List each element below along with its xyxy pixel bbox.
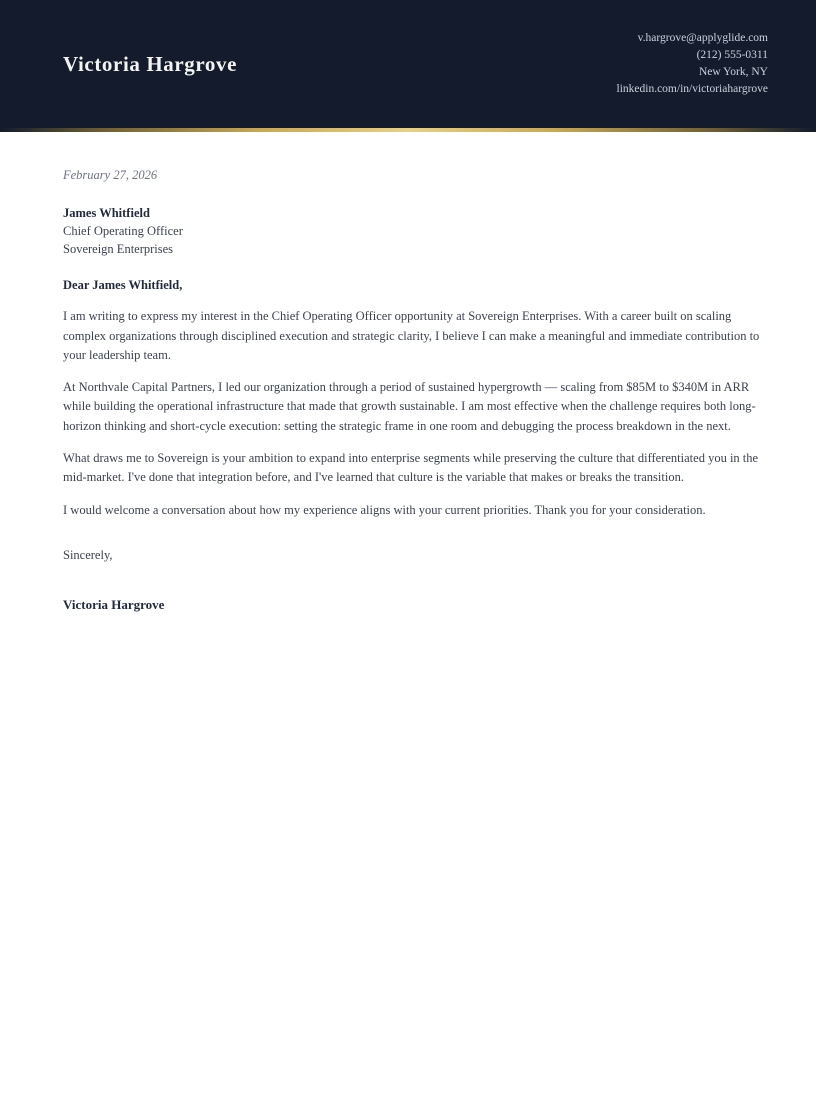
- contact-linkedin: linkedin.com/in/victoriahargrove: [616, 83, 768, 95]
- paragraph-motivation: What draws me to Sovereign is your ambition to expand into enterprise segments while preserving the culture that differentiated you in the mid-market. I've done that integration before, and I've learned that culture is the variable that makes or breaks the transition.: [63, 451, 759, 485]
- letter-header: [0, 0, 816, 128]
- contact-phone: (212) 555-0311: [696, 49, 768, 61]
- recipient-name: James Whitfield: [63, 206, 150, 221]
- signature-name: Victoria Hargrove: [63, 597, 165, 613]
- letter-body: [0, 132, 816, 615]
- recipient-title: Chief Operating Officer: [63, 224, 183, 239]
- paragraph-experience: At Northvale Capital Partners, I led our organization through a period of sustained hypergrowth — scaling from $85M to $340M in ARR while building the operational infrastructure that made that growth sustainable. I am most effective when the challenge requires both long-horizon thinking and short-cycle execution: setting the strategic frame in one room and debugging the process breakdown in the next.: [63, 380, 756, 433]
- contact-email: v.hargrove@applyglide.com: [637, 32, 768, 44]
- salutation: Dear James Whitfield,: [63, 278, 183, 293]
- letter-date: February 27, 2026: [63, 168, 158, 182]
- recipient-company: Sovereign Enterprises: [63, 242, 174, 257]
- contact-location: New York, NY: [698, 66, 768, 78]
- sender-name: Victoria Hargrove: [63, 51, 238, 76]
- recipient-block: [63, 204, 768, 258]
- paragraph-intro: I am writing to express my interest in the Chief Operating Officer opportunity at Sovereign Enterprises. With a career built on scaling complex organizations through disciplined execution and strategic clarity, I believe I can make a meaningful and immediate contribution to your leadership team.: [63, 309, 760, 362]
- contact-block: [617, 30, 768, 98]
- closing: Sincerely,: [63, 547, 113, 562]
- paragraph-call-to-action: I would welcome a conversation about how my experience aligns with your current priorities. Thank you for your consideration.: [63, 502, 706, 517]
